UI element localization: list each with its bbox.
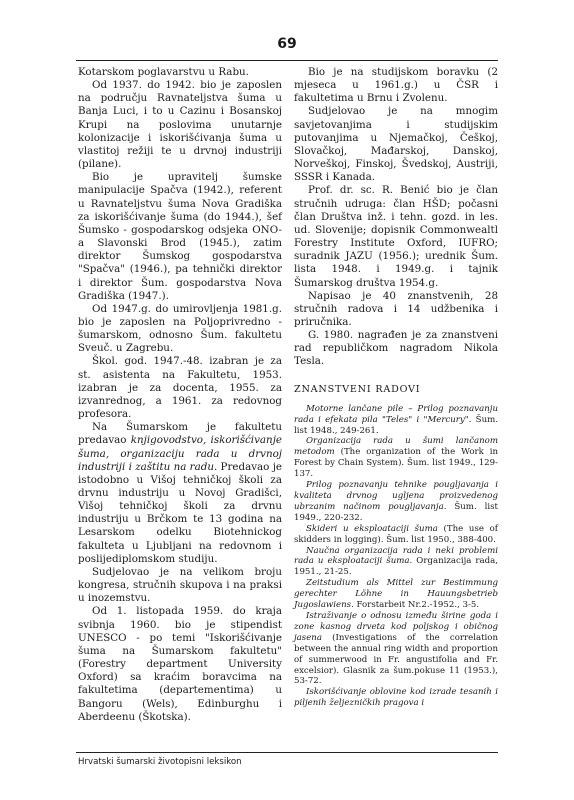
publication-item xyxy=(294,611,498,687)
publication-details: Šum. list 1948., 249-261. xyxy=(294,414,498,436)
right-paragraph: Sudjelovao je na mnogim savjetovanjima i studijskim putovanjima u Njemačkoj, Češkoj, Slovačkoj, Mađarskoj, Danskoj, Norveškoj, Finskoj, Švedskoj, Austriji, SSSR i Kanada. xyxy=(294,105,498,184)
publication-details: (Investigations of the correlation between the annual ring width and proportion of summerwood in Fr. angustifolia and Fr. excelsior). Glasnik za šum.pokuse 11 (1953.), 53-72. xyxy=(294,632,498,687)
publication-title: Organizacija rada u šumi lančanom metodom xyxy=(294,436,498,458)
publication-title: Naučna organizacija rada i neki problemi rada u eksploataciji šuma. xyxy=(294,545,498,567)
left-paragraph: Od 1. listopada 1959. do kraja svibnja 1960. bio je stipendist UNESCO - po temi "Iskorišćivanje šuma na Šumarskom fakultetu" (Forestry department University Oxford) sa kraćim boravcima na fakultetima (departementima) u Bangoru (Wels), Edinburghu i Aberdeenu (Škotska). xyxy=(78,605,282,723)
publication-title: Istraživanje o odnosu između širine goda i zone kasnog drveta kod poljskog i običnog jasena xyxy=(294,610,498,643)
left-paragraph: Bio je upravitelj šumske manipulacije Spačva (1942.), referent u Ravnateljstvu šuma Nova Gradiška za iskorišćivanje šuma (do 1944.), šef Šumsko - gospodarskog odsjeka ONO-a Slavonski Brod (1945.), zatim direktor Šumskog gospodarstva "Spačva" (1946.), pa tehnički direktor i direktor Šum. gospodarstva Nova Gradiška (1947.). xyxy=(78,171,282,302)
publication-item xyxy=(294,687,498,709)
publication-title: Zeitstudium als Mittel zur Bestimmung gerechter Löhne in Hauungsbetrieb Jugoslawiens. xyxy=(294,578,498,611)
page-number: 69 xyxy=(277,36,297,52)
top-rule xyxy=(76,60,498,61)
emphasis-pre: Na Šumarskom je fakultetu predavao xyxy=(78,421,282,447)
publication-list xyxy=(294,404,498,709)
bottom-rule xyxy=(76,752,498,753)
publication-title: Iskorišćivanje oblovine kod izrade tesanih i piljenih željezničkih pragova i xyxy=(294,687,498,709)
publication-details: (The use of skidders in logging). Šum. list 1950., 388-400. xyxy=(294,523,498,545)
publication-title: Motorne lančane pile – Prilog poznavanju rada i efekata pila "Teles" i "Mercury". xyxy=(294,403,498,425)
publication-details: Šum. list 1949., 220-232. xyxy=(294,501,498,523)
publication-title: Skideri u eksploataciji šuma xyxy=(306,523,438,534)
publication-item xyxy=(294,436,498,480)
right-paragraph: Napisao je 40 znanstvenih, 28 stručnih radova i 14 udžbenika i priručnika. xyxy=(294,289,498,328)
right-paragraph: Bio je na studijskom boravku (2 mjeseca u 1961.g.) u ČSR i fakultetima u Brnu i Zvolenu. xyxy=(294,66,498,105)
emphasis-italic: knjigovodstvo, iskorišćivanje šuma, organizaciju rada u drvnoj industriji i zaštitu na radu. xyxy=(78,434,282,473)
left-paragraph: Kotarskom poglavarstvu u Rabu. xyxy=(78,66,249,78)
publication-item xyxy=(294,546,498,579)
right-paragraph: Prof. dr. sc. R. Benić bio je član stručnih udruga: član HŠD; počasni član Društva inž. i tehn. gozd. in les. ud. Slovenije; dopisnik Commonwealtl Forestry Institute Oxford, IUFRO; suradnik JAZU (1956.); urednik Šum. lista 1948. i 1949.g. i tajnik Šumarskog društva 1954.g. xyxy=(294,184,498,289)
publication-details: Organizacija rada, 1951., 21-25. xyxy=(294,556,498,578)
section-heading: ZNANSTVENI RADOVI xyxy=(294,383,421,395)
publication-details: Forstarbeit Nr.2.-1952., 3-5. xyxy=(353,600,480,611)
left-paragraph: Škol. god. 1947.-48. izabran je za st. asistenta na Fakultetu, 1953. izabran je za docenta, 1955. za izvanrednog, a 1961. za redovnog profesora. xyxy=(78,355,282,421)
left-paragraph: Sudjelovao je na velikom broju kongresa, stručnih skupova i na praksi u inozemstvu. xyxy=(78,565,282,605)
left-column xyxy=(78,66,282,724)
left-emphasis-paragraph xyxy=(78,421,282,566)
emphasis-post: Predavao je istodobno u Višoj tehničkoj školi za drvnu industriju u Novoj Gradišci, Višoj tehničkoj školi za drvnu industriju u Brčkom te 13 godina na Lesarskom odelku Biotehnickog fakulteta u Ljubljani na redovnom i poslijediplomskom studiju. xyxy=(78,460,282,565)
left-paragraph: Od 1937. do 1942. bio je zaposlen na području Ravnateljstva šuma u Banja Luci, i to u Cazinu i Bosanskoj Krupi na poslovima unutarnje kolonizacije i iskorišćivanja šuma u vlastitoj režiji te u drvnoj industriji (pilane). xyxy=(78,79,282,171)
right-column xyxy=(294,66,498,709)
publication-item xyxy=(294,480,498,524)
left-paragraph: Od 1947.g. do umirovljenja 1981.g. bio je zaposlen na Poljoprivredno - šumarskom, odnosno Šum. fakultetu Sveuč. u Zagrebu. xyxy=(78,302,282,355)
publication-details: (The organization of the Work in Forest by Chain System). Šum. list 1949., 129-137. xyxy=(294,447,498,480)
publication-title: Prilog poznavanju tehnike pougljavanja i kvaliteta drvnog uglјena proizvedenog ubrzanim načinom pougljavanja. xyxy=(294,480,498,512)
publication-item xyxy=(294,524,498,546)
publication-item xyxy=(294,578,498,611)
running-footer: Hrvatski šumarski životopisni leksikon xyxy=(78,757,242,767)
right-paragraph: G. 1980. nagrađen je za znanstveni rad republičkom nagradom Nikola Tesla. xyxy=(294,329,498,368)
publication-item xyxy=(294,404,498,437)
